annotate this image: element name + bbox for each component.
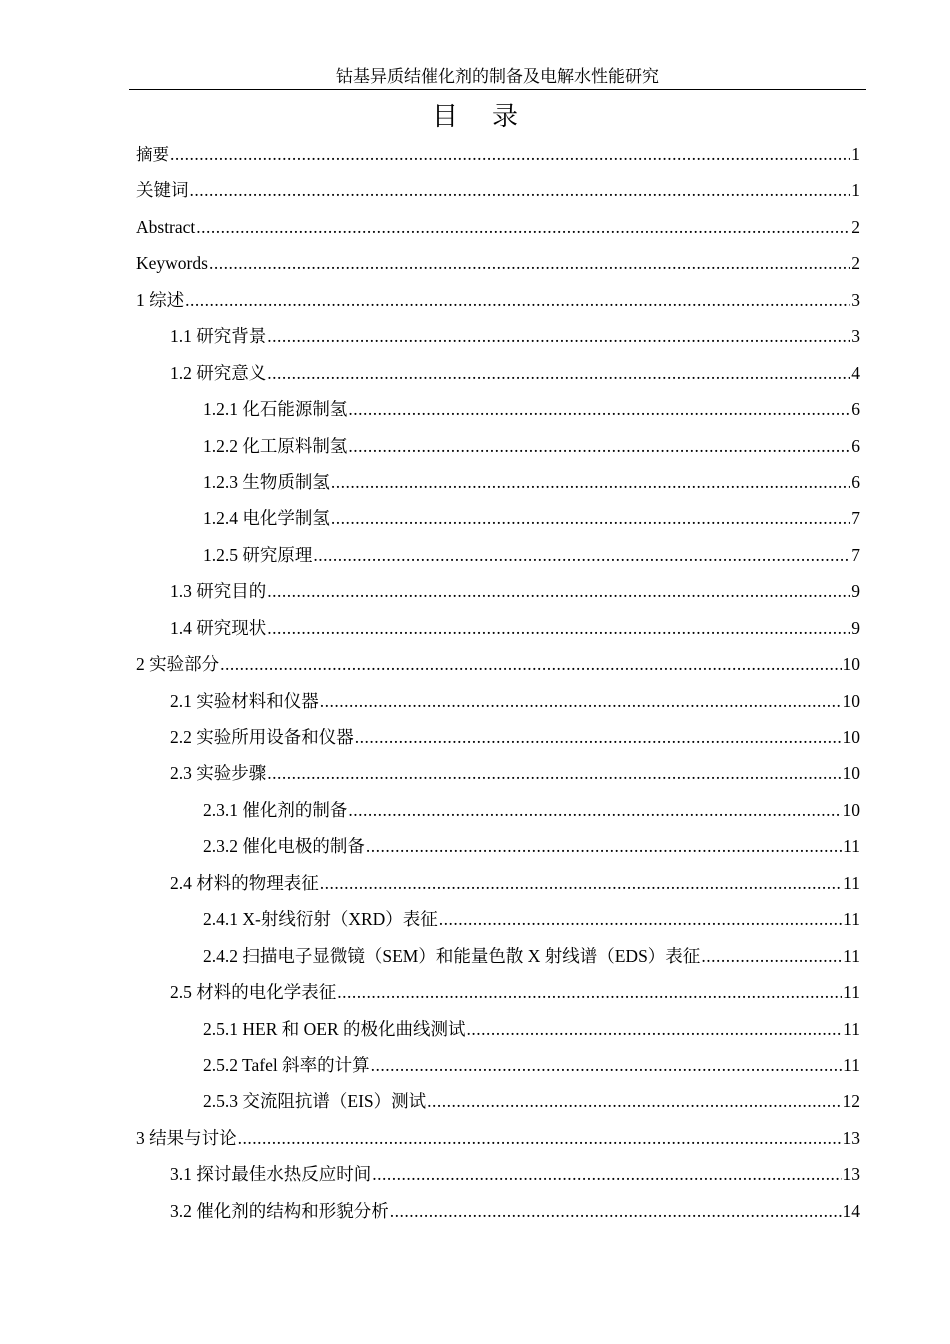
toc-entry-label: 1 综述: [136, 289, 185, 310]
toc-entry-page: 3: [851, 289, 860, 310]
toc-entry-label: 摘要: [136, 145, 169, 164]
toc-entry[interactable]: [136, 213, 860, 249]
toc-entry-page: 9: [851, 617, 860, 638]
toc-entry-page: 10: [842, 763, 860, 784]
toc-entry[interactable]: [136, 1051, 860, 1087]
toc-entry-page: 10: [842, 690, 860, 711]
toc-entry-page: 1: [851, 180, 860, 201]
dot-leader: [267, 614, 850, 642]
dot-leader: [267, 759, 841, 787]
toc-entry-label: 1.2.5 研究原理: [203, 544, 313, 565]
toc-entry-page: 6: [851, 399, 860, 420]
toc-entry-label: 2.3.1 催化剂的制备: [203, 799, 348, 820]
dot-leader: [190, 176, 851, 204]
toc-entry-label: 2.5.2 Tafel 斜率的计算: [203, 1054, 370, 1075]
dot-leader: [427, 1087, 841, 1115]
toc-entry-label: 2.3 实验步骤: [170, 763, 267, 784]
dot-leader: [366, 832, 842, 860]
toc-entry-page: 10: [842, 799, 860, 820]
toc-entry-label: 1.2.3 生物质制氢: [203, 471, 330, 492]
toc-entry-label: 1.2.4 电化学制氢: [203, 508, 330, 529]
dot-leader: [355, 723, 842, 751]
toc-entry-page: 2: [851, 253, 860, 274]
toc-entry[interactable]: [136, 796, 860, 832]
toc-entry[interactable]: [136, 978, 860, 1014]
toc-entry[interactable]: [136, 395, 860, 431]
dot-leader: [267, 577, 850, 605]
toc-entry[interactable]: [136, 504, 860, 540]
dot-leader: [371, 1051, 843, 1079]
dot-leader: [701, 942, 842, 970]
dot-leader: [372, 1160, 841, 1188]
toc-entry-label: 1.3 研究目的: [170, 581, 267, 602]
toc-entry[interactable]: [136, 942, 860, 978]
toc-entry[interactable]: [136, 1160, 860, 1196]
toc-entry-page: 12: [842, 1091, 860, 1112]
toc-title: 目录: [431, 102, 552, 132]
toc-entry[interactable]: [136, 1197, 860, 1233]
toc-entry[interactable]: [136, 468, 860, 504]
toc-entry[interactable]: [136, 650, 860, 686]
toc-entry[interactable]: [136, 541, 860, 577]
dot-leader: [337, 978, 842, 1006]
dot-leader: [313, 541, 850, 569]
toc-entry-page: 11: [843, 1054, 860, 1075]
toc-entry-page: 1: [851, 144, 860, 164]
toc-entry[interactable]: [136, 1124, 860, 1160]
toc-entry-label: 2.5.1 HER 和 OER 的极化曲线测试: [203, 1018, 466, 1039]
toc-entry-label: 3.1 探讨最佳水热反应时间: [170, 1164, 372, 1185]
toc-entry[interactable]: [136, 432, 860, 468]
toc-entry[interactable]: [136, 286, 860, 322]
dot-leader: [439, 905, 842, 933]
toc-entry-page: 13: [842, 1164, 860, 1185]
toc-entry[interactable]: [136, 723, 860, 759]
table-of-contents: [136, 140, 860, 1233]
toc-entry-label: 3 结果与讨论: [136, 1127, 237, 1148]
toc-entry[interactable]: [136, 176, 860, 212]
toc-entry[interactable]: [136, 140, 860, 176]
toc-entry-label: 2.4 材料的物理表征: [170, 872, 319, 893]
toc-entry[interactable]: [136, 614, 860, 650]
toc-entry-label: 1.1 研究背景: [170, 326, 267, 347]
toc-entry-page: 6: [851, 471, 860, 492]
toc-entry-label: Keywords: [136, 253, 208, 274]
toc-entry-page: 11: [843, 982, 860, 1003]
toc-entry[interactable]: [136, 577, 860, 613]
toc-entry-label: Abstract: [136, 216, 196, 237]
toc-entry[interactable]: [136, 1087, 860, 1123]
toc-entry-label: 1.2.1 化石能源制氢: [203, 399, 348, 420]
toc-entry-page: 14: [842, 1200, 860, 1221]
dot-leader: [320, 869, 842, 897]
toc-entry-page: 4: [851, 362, 860, 383]
toc-entry-label: 1.4 研究现状: [170, 617, 267, 638]
dot-leader: [390, 1197, 842, 1225]
toc-entry[interactable]: [136, 905, 860, 941]
toc-entry[interactable]: [136, 832, 860, 868]
toc-entry-page: 10: [842, 654, 860, 675]
dot-leader: [348, 796, 841, 824]
dot-leader: [267, 322, 850, 350]
dot-leader: [220, 650, 841, 678]
toc-entry-page: 3: [851, 326, 860, 347]
toc-entry-page: 13: [842, 1127, 860, 1148]
toc-entry-label: 2.5.3 交流阻抗谱（EIS）测试: [203, 1091, 427, 1112]
dot-leader: [170, 140, 850, 168]
toc-entry-page: 9: [851, 581, 860, 602]
toc-entry-page: 7: [851, 508, 860, 529]
toc-entry-label: 2.1 实验材料和仪器: [170, 690, 319, 711]
toc-entry-label: 2.5 材料的电化学表征: [170, 982, 337, 1003]
toc-entry-page: 11: [843, 945, 860, 966]
toc-entry[interactable]: [136, 687, 860, 723]
toc-entry-page: 10: [842, 727, 860, 747]
running-header: [129, 66, 866, 90]
toc-entry-page: 11: [843, 836, 860, 857]
dot-leader: [348, 432, 850, 460]
toc-entry-label: 2.3.2 催化电极的制备: [203, 836, 365, 857]
dot-leader: [331, 468, 850, 496]
toc-entry-page: 7: [851, 544, 860, 565]
dot-leader: [348, 395, 850, 423]
toc-entry-label: 3.2 催化剂的结构和形貌分析: [170, 1200, 389, 1221]
toc-entry-label: 2 实验部分: [136, 654, 220, 675]
dot-leader: [238, 1124, 842, 1152]
toc-entry-page: 2: [851, 216, 860, 237]
toc-entry-label: 2.2 实验所用设备和仪器: [170, 727, 354, 747]
toc-entry[interactable]: [136, 1015, 860, 1051]
toc-entry-page: 11: [843, 909, 860, 930]
toc-entry[interactable]: [136, 869, 860, 905]
toc-entry-label: 1.2.2 化工原料制氢: [203, 435, 348, 456]
toc-entry-page: 11: [843, 872, 860, 893]
dot-leader: [196, 213, 850, 241]
dot-leader: [185, 286, 850, 314]
toc-entry-page: 6: [851, 435, 860, 456]
dot-leader: [467, 1015, 843, 1043]
toc-entry-label: 关键词: [136, 180, 189, 201]
toc-entry[interactable]: [136, 249, 860, 285]
toc-entry-label: 2.4.2 扫描电子显微镜（SEM）和能量色散 X 射线谱（EDS）表征: [203, 945, 701, 966]
dot-leader: [331, 504, 850, 532]
toc-entry[interactable]: [136, 359, 860, 395]
dot-leader: [267, 359, 850, 387]
toc-entry-page: 11: [843, 1018, 860, 1039]
toc-entry[interactable]: [136, 322, 860, 358]
toc-entry[interactable]: [136, 759, 860, 795]
dot-leader: [320, 687, 842, 715]
dot-leader: [209, 249, 850, 277]
toc-entry-label: 1.2 研究意义: [170, 362, 267, 383]
toc-entry-label: 2.4.1 X-射线衍射（XRD）表征: [203, 909, 438, 930]
running-header-title: 钴基异质结催化剂的制备及电解水性能研究: [336, 67, 659, 86]
